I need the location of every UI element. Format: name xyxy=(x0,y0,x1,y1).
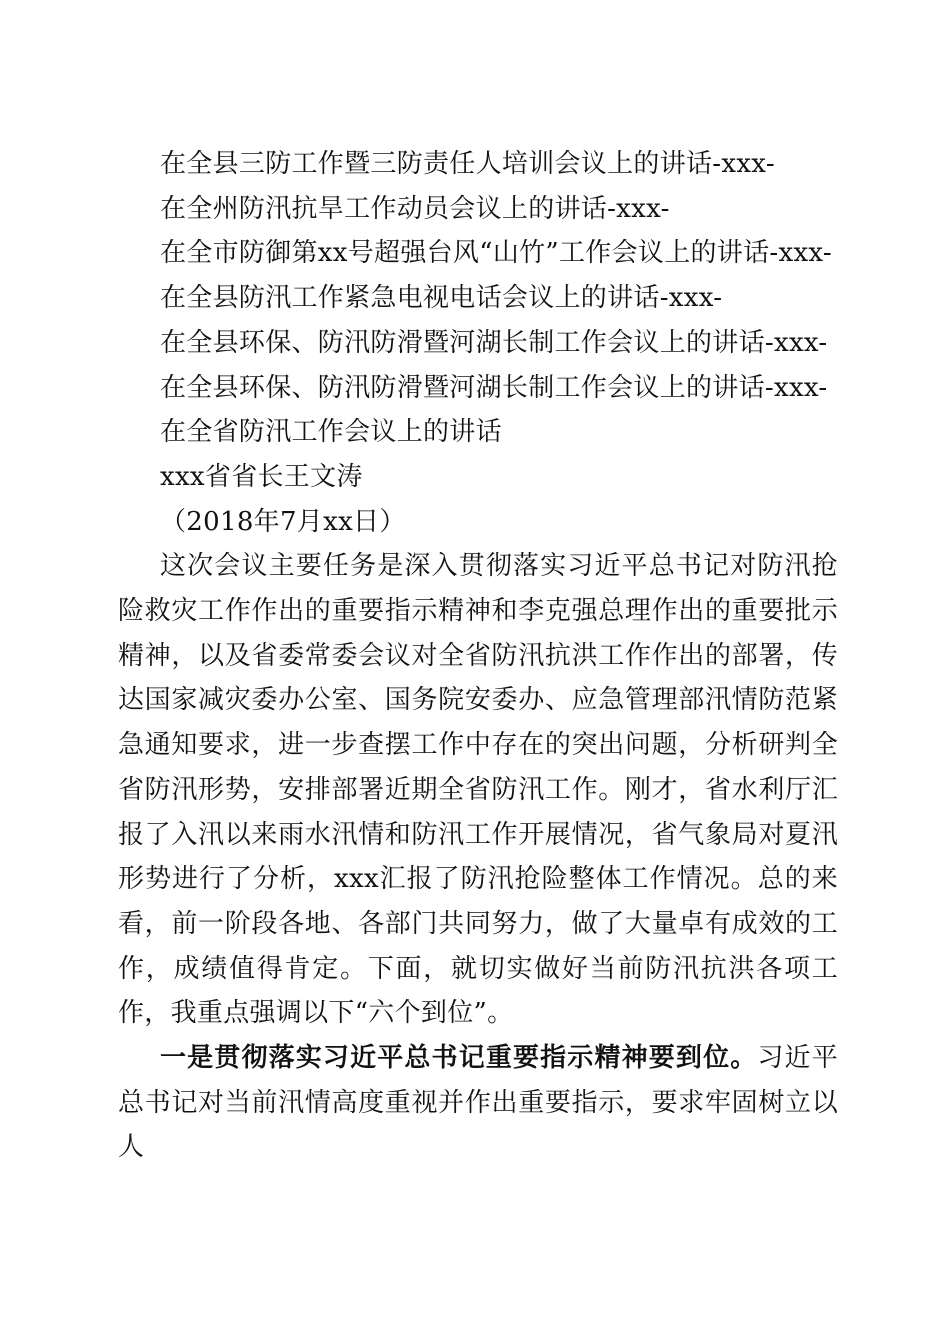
document-line-2: 在全州防汛抗旱工作动员会议上的讲话-xxx- xyxy=(160,193,670,224)
speech-date: （2018年7月xx日） xyxy=(160,506,406,537)
document-line-5: 在全县环保、防汛防滑暨河湖长制工作会议上的讲话-xxx- xyxy=(160,327,828,358)
document-line-1: 在全县三防工作暨三防责任人培训会议上的讲话-xxx- xyxy=(160,149,775,179)
speech-title: 在全省防汛工作会议上的讲话 xyxy=(160,417,502,448)
section-one-paragraph xyxy=(118,1036,838,1170)
speech-speaker: xxx省省长王文涛 xyxy=(160,461,363,492)
document-line-3: 在全市防御第xx号超强台风“山竹”工作会议上的讲话-xxx- xyxy=(160,238,833,269)
document-line-6: 在全县环保、防汛防滑暨河湖长制工作会议上的讲话-xxx- xyxy=(160,372,828,403)
document-content xyxy=(118,142,838,1170)
body-paragraph: 这次会议主要任务是深入贯彻落实习近平总书记对防汛抢险救灾工作作出的重要指示精神和李克强总理作出的重要批示精神，以及省委常委会议对全省防汛抗洪工作作出的部署，传达国家减灾委办公室、国务院安委办、应急管理部汛情防范紧急通知要求，进一步查摆工作中存在的突出问题，分析研判全省防汛形势，安排部署近期全省防汛工作。刚才，省水利厅汇报了入汛以来雨水汛情和防汛工作开展情况，省气象局对夏汛形势进行了分析，xxx汇报了防汛抢险整体工作情况。总的来看，前一阶段各地、各部门共同努力，做了大量卓有成效的工作，成绩值得肯定。下面，就切实做好当前防汛抗洪各项工作，我重点强调以下“六个到位”。 xyxy=(118,551,838,1029)
section-one-text: 习近平总书记对当前汛情高度重视并作出重要指示，要求牢固树立以人 xyxy=(118,1043,838,1163)
document-line-4: 在全县防汛工作紧急电视电话会议上的讲话-xxx- xyxy=(160,283,723,314)
section-one-heading: 一是贯彻落实习近平总书记重要指示精神要到位。 xyxy=(160,1043,758,1074)
